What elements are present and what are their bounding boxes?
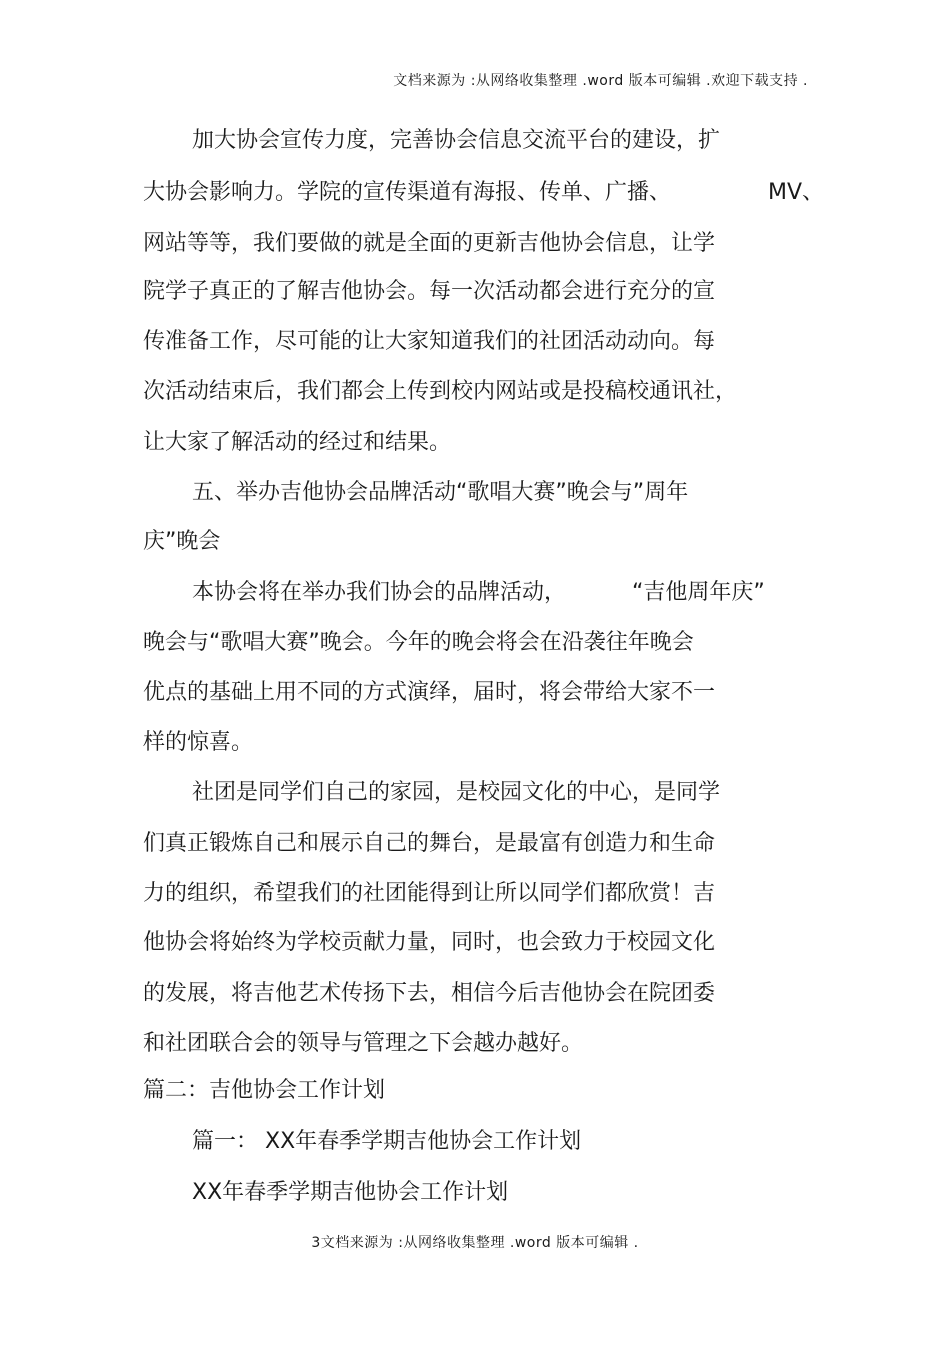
body-line: 晚会与“歌唱大赛”晚会。今年的晚会将会在沿袭往年晚会 — [143, 630, 694, 655]
body-line: 次活动结束后，我们都会上传到校内网站或是投稿校通讯社， — [143, 379, 738, 404]
chapter-heading: 篇二：吉他协会工作计划 — [143, 1078, 386, 1103]
body-line: 的发展，将吉他艺术传扬下去，相信今后吉他协会在院团委 — [143, 981, 716, 1006]
body-line: 大协会影响力。学院的宣传渠道有海报、传单、广播、 — [143, 180, 672, 205]
body-line: 力的组织，希望我们的社团能得到让所以同学们都欣赏！吉 — [143, 881, 716, 906]
body-line: 加大协会宣传力度，完善协会信息交流平台的建设，扩 — [192, 128, 721, 153]
body-line: 样的惊喜。 — [143, 730, 254, 755]
body-fragment: MV、 — [768, 180, 825, 205]
body-line: 院学子真正的了解吉他协会。每一次活动都会进行充分的宣 — [143, 279, 716, 304]
body-line: 让大家了解活动的经过和结果。 — [143, 430, 452, 455]
body-line: 网站等等，我们要做的就是全面的更新吉他协会信息，让学 — [143, 231, 716, 256]
page-footer: 3文档来源为 :从网络收集整理 .word 版本可编辑 . — [311, 1235, 639, 1251]
body-line: 们真正锻炼自己和展示自己的舞台，是最富有创造力和生命 — [143, 831, 716, 856]
subheading: XX年春季学期吉他协会工作计划 — [192, 1180, 509, 1205]
subheading: 篇一： XX年春季学期吉他协会工作计划 — [192, 1129, 582, 1154]
body-line: 传准备工作，尽可能的让大家知道我们的社团活动动向。每 — [143, 329, 716, 354]
body-line: 社团是同学们自己的家园，是校园文化的中心，是同学 — [192, 780, 721, 805]
body-line: 优点的基础上用不同的方式演绎，届时，将会带给大家不一 — [143, 680, 716, 705]
body-line: 和社团联合会的领导与管理之下会越办越好。 — [143, 1031, 584, 1056]
body-line: 他协会将始终为学校贡献力量，同时，也会致力于校园文化 — [143, 930, 716, 955]
body-fragment: “吉他周年庆” — [632, 580, 765, 605]
body-line: 本协会将在举办我们协会的品牌活动， — [192, 580, 567, 605]
section-heading-line: 庆”晚会 — [143, 529, 221, 554]
section-heading-line: 五、举办吉他协会品牌活动“歌唱大赛”晚会与”周年 — [192, 480, 689, 505]
page-header: 文档来源为 :从网络收集整理 .word 版本可编辑 .欢迎下载支持 . — [393, 73, 808, 89]
